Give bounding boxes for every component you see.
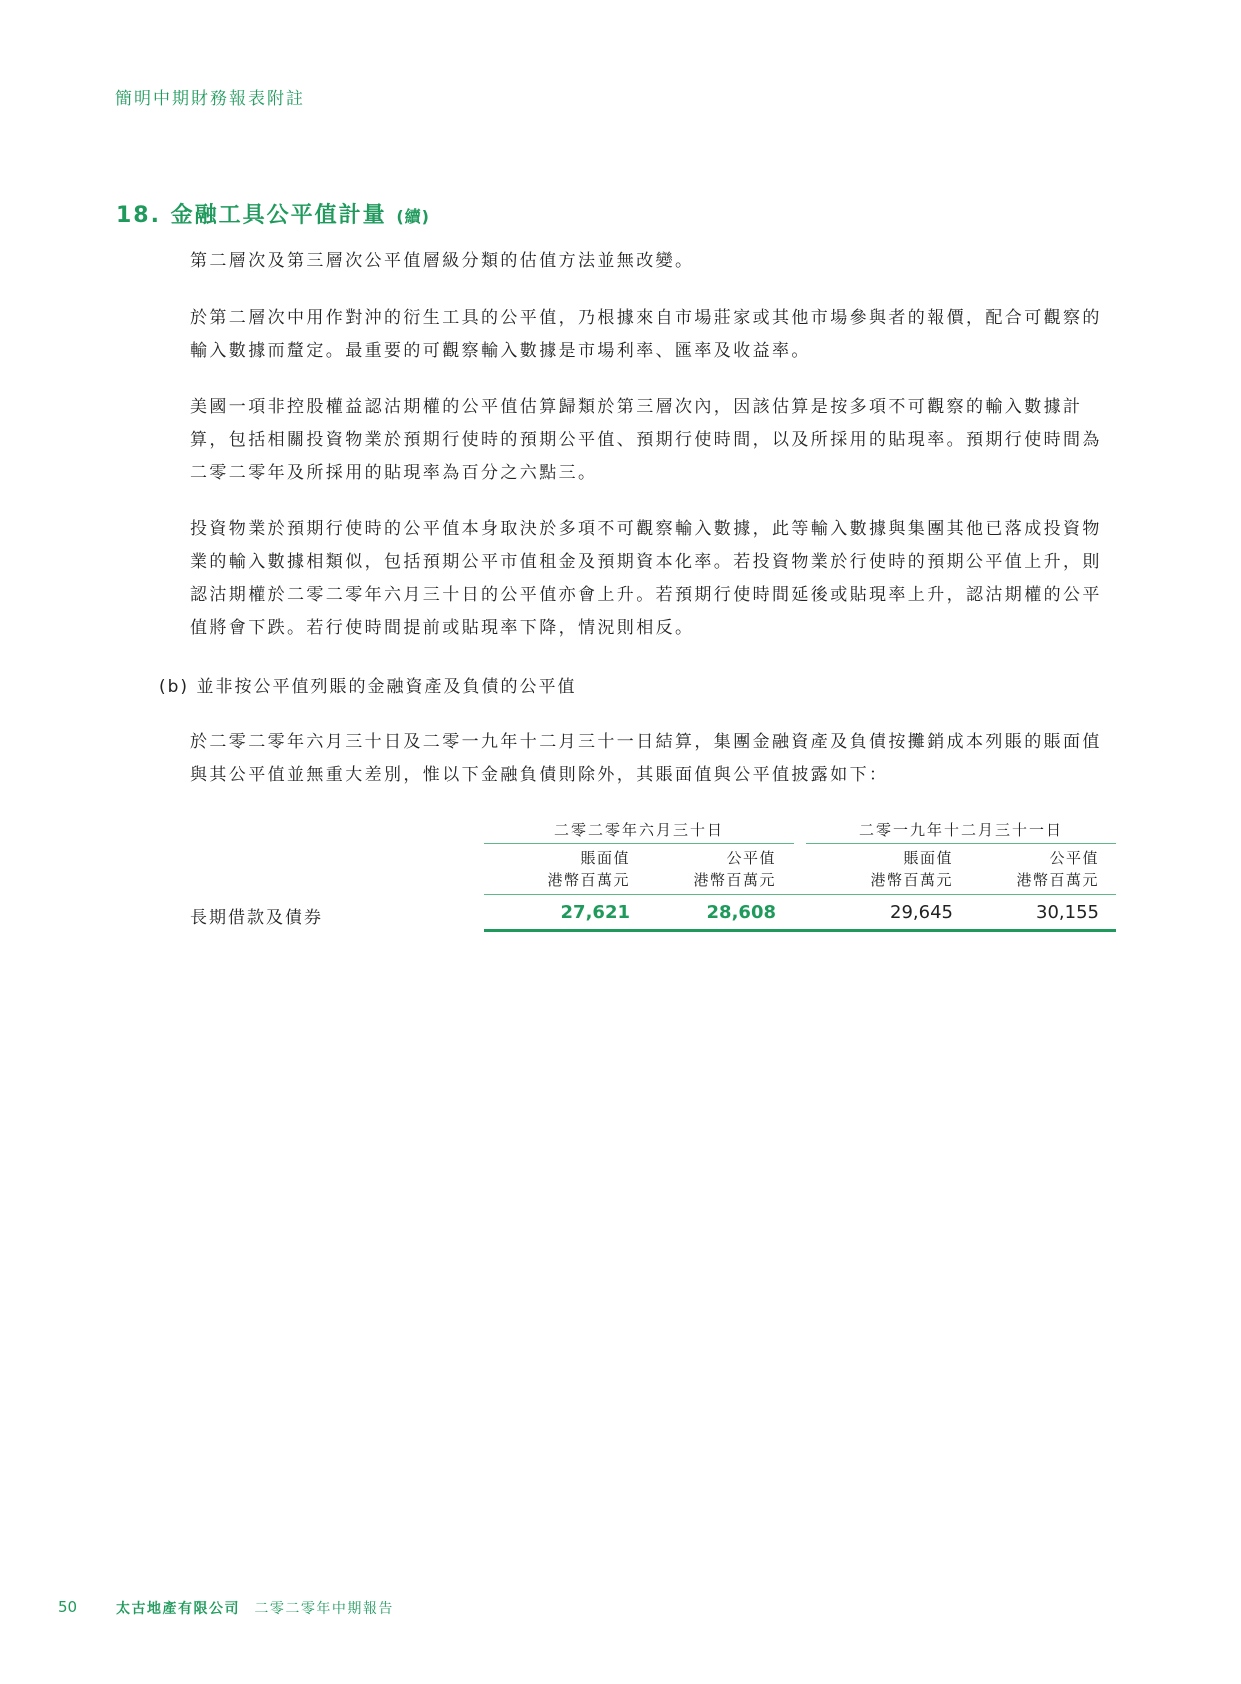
header-rule: [484, 894, 1116, 895]
paragraph-4: 投資物業於預期行使時的公平值本身取決於多項不可觀察輸入數據，此等輸入數據與集團其他已落成投資物業的輸入數據相類似，包括預期公平市值租金及預期資本化率。若投資物業於行使時的預期公平值上升，則認沽期權於二零二零年六月三十日的公平值亦會上升。若預期行使時間延後或貼現率上升，認沽期權的公平值將會下跌。若行使時間提前或貼現率下降，情況則相反。: [190, 519, 1102, 638]
total-rule: [484, 929, 1116, 932]
footer-company: 太古地產有限公司: [116, 1601, 240, 1617]
col-label-1: 賬面值: [580, 849, 630, 867]
footer-text: [116, 1598, 394, 1618]
col-unit-1: 港幣百萬元: [547, 871, 630, 889]
col-unit-2: 港幣百萬元: [693, 871, 776, 889]
col-label-2: 公平值: [726, 849, 776, 867]
group-rule-2019: [806, 843, 1116, 844]
col-head-3: [813, 847, 953, 891]
cell-fair-2019: 30,155: [1036, 902, 1099, 923]
paragraph-3: 美國一項非控股權益認沽期權的公平值估算歸類於第三層次內，因該估算是按多項不可觀察的輸入數據計算，包括相關投資物業於預期行使時的預期公平值、預期行使時間，以及所採用的貼現率。預期行使時間為二零二零年及所採用的貼現率為百分之六點三。: [190, 397, 1102, 483]
cell-fair-2020: 28,608: [706, 902, 776, 923]
cell-carrying-2020: 27,621: [560, 902, 630, 923]
paragraph-2: 於第二層次中用作對沖的衍生工具的公平值，乃根據來自市場莊家或其他市場參與者的報價，配合可觀察的輸入數據而釐定。最重要的可觀察輸入數據是市場利率、匯率及收益率。: [190, 308, 1102, 361]
section-title-text: 金融工具公平值計量: [170, 203, 387, 228]
section-continued: (續): [396, 207, 430, 226]
section-title: [116, 198, 430, 229]
section-number: 18.: [116, 203, 161, 228]
footer-report: 二零二零年中期報告: [254, 1601, 394, 1617]
table-group-2019: 二零一九年十二月三十一日: [858, 821, 1063, 839]
col-unit-4: 港幣百萬元: [1016, 871, 1099, 889]
table-group-2020: 二零二零年六月三十日: [553, 821, 724, 839]
page-number: 50: [58, 1598, 78, 1616]
group-rule-2020: [484, 843, 794, 844]
subsection-paragraph: 於二零二零年六月三十日及二零一九年十二月三十一日結算，集團金融資產及負債按攤銷成本列賬的賬面值與其公平值並無重大差別，惟以下金融負債則除外，其賬面值與公平值披露如下：: [190, 732, 1102, 785]
row-label: 長期借款及債券: [190, 908, 323, 928]
cell-carrying-2019: 29,645: [890, 902, 953, 923]
paragraph-1: 第二層次及第三層次公平值層級分類的估值方法並無改變。: [190, 251, 695, 271]
subsection-heading: (b) 並非按公平值列賬的金融資產及負債的公平值: [159, 677, 577, 697]
col-head-2: [636, 847, 776, 891]
col-label-3: 賬面值: [903, 849, 953, 867]
col-label-4: 公平值: [1049, 849, 1099, 867]
col-head-1: [490, 847, 630, 891]
col-unit-3: 港幣百萬元: [870, 871, 953, 889]
col-head-4: [959, 847, 1099, 891]
running-header: 簡明中期財務報表附註: [115, 89, 305, 109]
